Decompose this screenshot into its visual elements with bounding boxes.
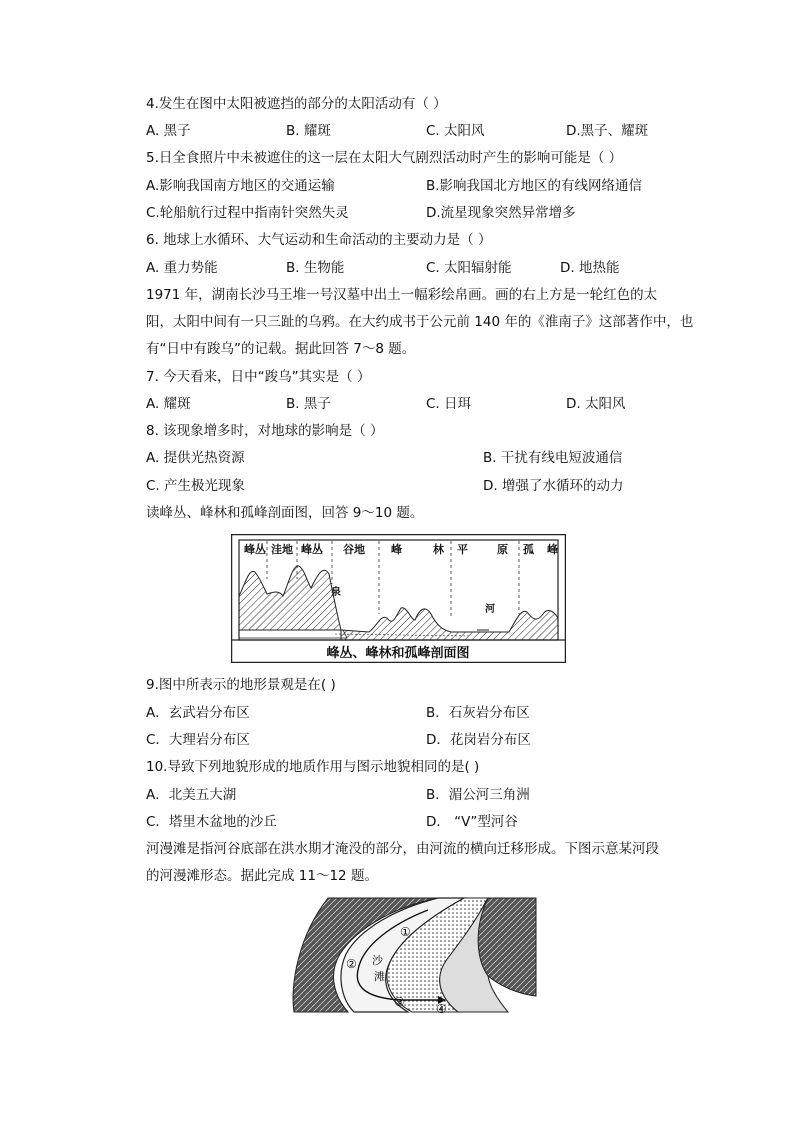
q6-option-c: C. 太阳辐射能 <box>426 260 512 276</box>
label-ping: 平 <box>457 543 468 556</box>
figure1-caption: 峰丛、峰林和孤峰剖面图 <box>326 646 470 661</box>
q9-option-d: D．花岗岩分布区 <box>426 732 531 748</box>
q8-stem: 8. 该现象增多时，对地球的影响是（ ） <box>146 423 384 439</box>
q10-option-c: C．塔里木盆地的沙丘 <box>146 814 277 830</box>
passage1-line3: 有“日中有踆乌”的记载。据此回答 7～8 题。 <box>146 341 416 357</box>
label-river: 河 <box>485 604 495 615</box>
q6-option-a: A. 重力势能 <box>146 260 218 276</box>
q7-stem: 7. 今天看来，日中“踆乌”其实是（ ） <box>146 369 371 385</box>
q8-option-d: D. 增强了水循环的动力 <box>483 478 624 494</box>
q8-option-c: C. 产生极光现象 <box>146 478 246 494</box>
q5-option-d: D.流星现象突然异常增多 <box>426 205 576 221</box>
q5-stem: 5.日全食照片中未被遮住的这一层在太阳大气剧烈活动时产生的影响可能是（ ） <box>146 150 623 166</box>
label-yuan: 原 <box>497 543 508 556</box>
label-fengcong-1: 峰丛 <box>244 543 266 556</box>
label-lin: 林 <box>433 543 444 556</box>
marker-2: ② <box>346 957 357 971</box>
q8-option-a: A. 提供光热资源 <box>146 450 245 466</box>
q4-stem: 4.发生在图中太阳被遮挡的部分的太阳活动有（ ） <box>146 96 447 112</box>
q6-option-b: B. 生物能 <box>286 260 345 276</box>
passage1-line2: 阳，太阳中间有一只三趾的乌鸦。在大约成书于公元前 140 年的《淮南子》这部著作中，也 <box>146 314 694 330</box>
q6-option-d: D. 地热能 <box>560 260 620 276</box>
passage1-line1: 1971 年，湖南长沙马王堆一号汉墓中出土一幅彩绘帛画。画的右上方是一轮红色的太 <box>146 287 658 303</box>
q9-option-c: C．大理岩分布区 <box>146 732 250 748</box>
label-feng: 峰 <box>391 543 402 556</box>
q4-option-b: B. 耀斑 <box>286 123 331 139</box>
marker-4: ④ <box>436 1002 447 1014</box>
marker-3: ③ <box>394 995 405 1009</box>
label-feng-2: 峰 <box>547 543 558 556</box>
q10-option-a: A．北美五大湖 <box>146 787 237 803</box>
q9-option-a: A．玄武岩分布区 <box>146 705 250 721</box>
q4-option-c: C. 太阳风 <box>426 123 485 139</box>
q9-intro: 读峰丛、峰林和孤峰剖面图，回答 9～10 题。 <box>146 505 424 521</box>
label-gudi: 谷地 <box>343 543 365 556</box>
passage2-line1: 河漫滩是指河谷底部在洪水期才淹没的部分，由河流的横向迁移形成。下图示意某河段 <box>146 841 659 857</box>
label-wadi: 洼地 <box>271 543 293 556</box>
q9-option-b: B．石灰岩分布区 <box>426 705 530 721</box>
q10-option-d: D． “V”型河谷 <box>426 814 518 830</box>
label-spring: 泉 <box>331 587 341 598</box>
q10-stem: 10.导致下列地貌形成的地质作用与图示地貌相同的是( ) <box>146 759 480 775</box>
q4-option-a: A. 黑子 <box>146 123 191 139</box>
label-fengcong-2: 峰丛 <box>301 543 323 556</box>
floodplain-figure <box>288 896 538 1014</box>
q7-option-a: A. 耀斑 <box>146 396 191 412</box>
q5-option-b: B.影响我国北方地区的有线网络通信 <box>426 178 643 194</box>
q7-option-b: B. 黑子 <box>286 396 331 412</box>
q5-option-a: A.影响我国南方地区的交通运输 <box>146 178 335 194</box>
q10-option-b: B．湄公河三角洲 <box>426 787 530 803</box>
karst-profile-figure <box>231 534 566 663</box>
passage2-line2: 的河漫滩形态。据此完成 11～12 题。 <box>146 868 378 884</box>
label-gu: 孤 <box>523 543 534 556</box>
marker-1: ① <box>400 925 411 939</box>
q7-option-d: D. 太阳风 <box>566 396 626 412</box>
q7-option-c: C. 日珥 <box>426 396 472 412</box>
label-beach: 滩 <box>374 970 385 983</box>
label-sand: 沙 <box>372 954 383 967</box>
q8-option-b: B. 干扰有线电短波通信 <box>483 450 623 466</box>
q6-stem: 6. 地球上水循环、大气运动和生命活动的主要动力是（ ） <box>146 232 492 248</box>
q5-option-c: C.轮船航行过程中指南针突然失灵 <box>146 205 349 221</box>
q9-stem: 9.图中所表示的地形景观是在( ) <box>146 677 336 693</box>
q4-option-d: D.黑子、耀斑 <box>566 123 649 139</box>
